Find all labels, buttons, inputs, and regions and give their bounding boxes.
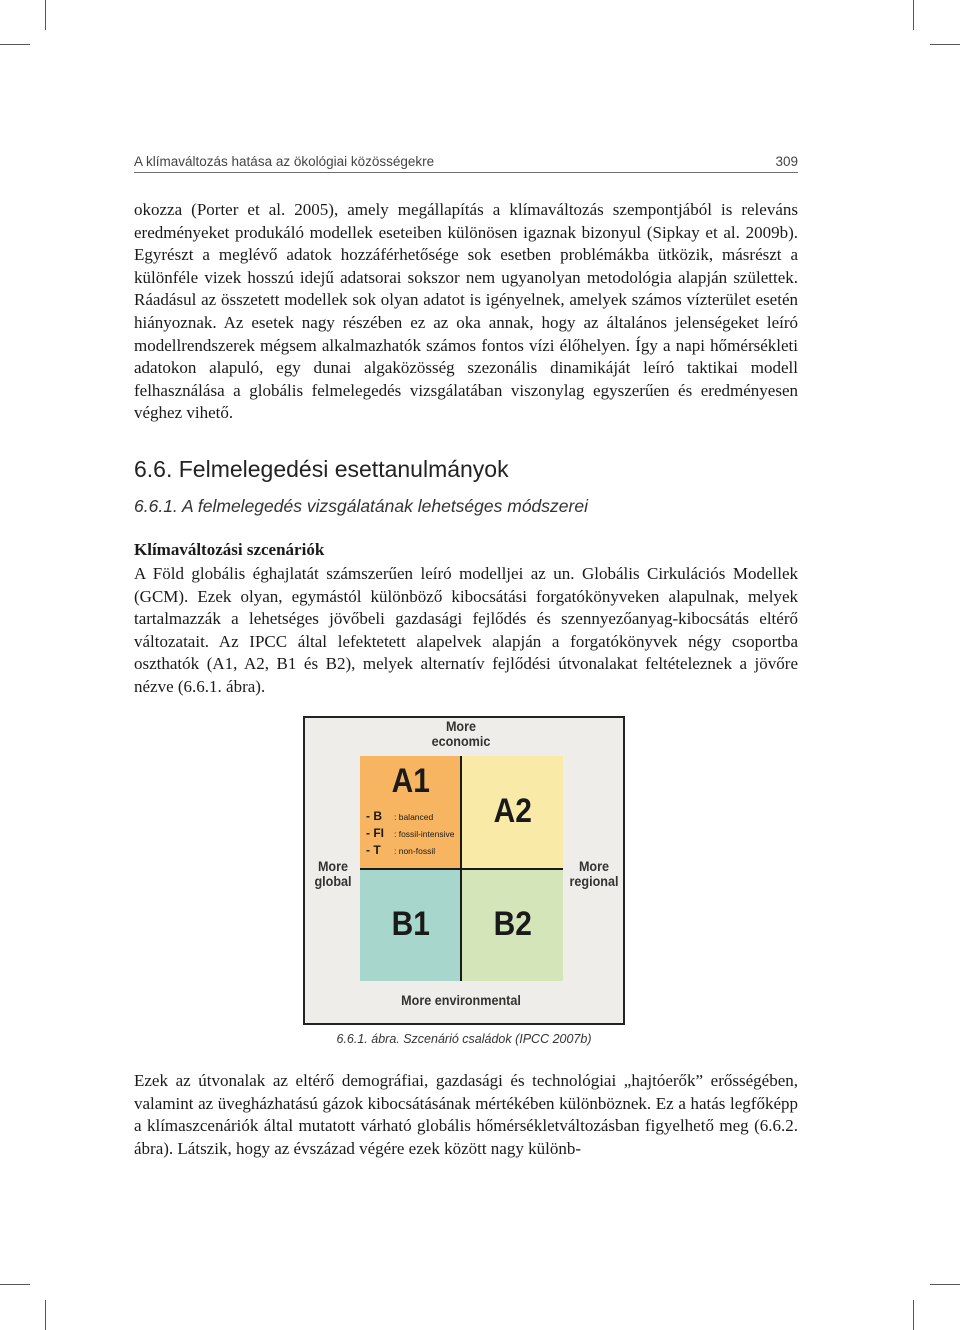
page-number: 309	[775, 154, 798, 169]
subtype-code: - T	[366, 843, 381, 857]
axis-label-top: More economic	[431, 718, 491, 749]
crop-mark	[45, 1300, 46, 1330]
quadrant-b2	[462, 869, 563, 981]
axis-label-left: More global	[314, 858, 352, 889]
horizontal-axis	[360, 868, 563, 870]
quadrant-label: A1	[391, 762, 430, 800]
subtype-code: - FI	[366, 826, 384, 840]
crop-mark	[930, 1284, 960, 1285]
subtype-desc: : balanced	[394, 812, 434, 822]
subtype-desc: : non-fossil	[394, 846, 436, 856]
quadrant-a2	[462, 756, 563, 868]
a1-subtype-list	[366, 808, 461, 859]
quadrant-label: B2	[493, 905, 532, 943]
quadrant-label: A2	[493, 792, 532, 830]
crop-mark	[930, 44, 960, 45]
axis-label-right: More regional	[569, 858, 619, 889]
body-paragraph: Ezek az útvonalak az eltérő demográfiai, gazdasági és technológiai „hajtóerők” erősségében, valamint az üvegházhatású gázok kibocsátásának mértékében különböznek. Ez a hatás legfőképp a klímaszcenáriók által mutatott várható globális hőmérsékletváltozásban figyelhető meg (6.6.2. ábra). Látszik, hogy az évszázad végére ezek között nagy különb-	[134, 1071, 798, 1158]
crop-mark	[0, 44, 30, 45]
running-title: A klímaváltozás hatása az ökológiai közösségekre	[134, 154, 435, 169]
subsubsection-heading: Klímaváltozási szcenáriók	[134, 540, 325, 559]
body-paragraph: A Föld globális éghajlatát számszerűen leíró modelljei az un. Globális Cirkulációs Modellek (GCM). Ezek olyan, egymástól különböző kibocsátási forgatókönyveken alapulnak, melyek tartalmazzák a lehetséges jövőbeli gazdasági fejlődés és szennyezőanyag-kibocsátás eltérő változatait. Az IPCC által lefektetett alapelvek alapján a forgatókönyvek négy csoportba oszthatók (A1, A2, B1 és B2), melyek alternatív fejlődési útvonalakat feltételeznek a jövőre nézve (6.6.1. ábra).	[134, 564, 798, 696]
figure-caption: 6.6.1. ábra. Szcenárió családok (IPCC 2007b)	[336, 1032, 592, 1046]
crop-mark	[913, 1300, 914, 1330]
crop-mark	[0, 1284, 30, 1285]
scenario-diagram	[303, 716, 625, 1025]
quadrant-b1	[360, 869, 461, 981]
subtype-desc: : fossil-intensive	[394, 829, 455, 839]
section-heading: 6.6. Felmelegedési esettanulmányok	[134, 456, 509, 482]
axis-label-bottom: More environmental	[401, 992, 521, 1008]
quadrant-a1	[360, 756, 461, 868]
list-item	[366, 842, 461, 859]
crop-mark	[45, 0, 46, 30]
list-item	[366, 808, 461, 825]
body-paragraph: okozza (Porter et al. 2005), amely megállapítás a klímaváltozás szempontjából is releváns eredményeket produkáló modellek eseteiben különösen igaznak bizonyul (Sipkay et al. 2009b). Egyrészt a meglévő adatok hozzáférhetősége sok esetben problémákba ütközik, másrészt a különféle vizek hosszú idejű adatsorai sokszor nem ugyanolyan metodológia alapján születtek. Ráadásul az összetett modellek sok olyan adatot is igényelnek, amelyek számos vízterület esetén hiányoznak. Az esetek nagy részében ez az oka annak, hogy az általános jelenségeket leíró modellrendszerek mégsem alkalmazhatók számos fontos vízi élőhelyen. Így a napi hőmérsékleti adatokon alapuló, egy dunai algaközösség szezonális dinamikáját leíró taktikai modell felhasználása a globális felmelegedés vizsgálatában viszonylag egyszerűen és eredményesen véghez vihető.	[134, 200, 798, 423]
crop-mark	[913, 0, 914, 30]
subsection-heading: 6.6.1. A felmelegedés vizsgálatának lehetséges módszerei	[134, 496, 588, 516]
quadrant-label: B1	[391, 905, 430, 943]
subtype-code: - B	[366, 809, 382, 823]
list-item	[366, 825, 461, 842]
page-header	[134, 154, 798, 173]
